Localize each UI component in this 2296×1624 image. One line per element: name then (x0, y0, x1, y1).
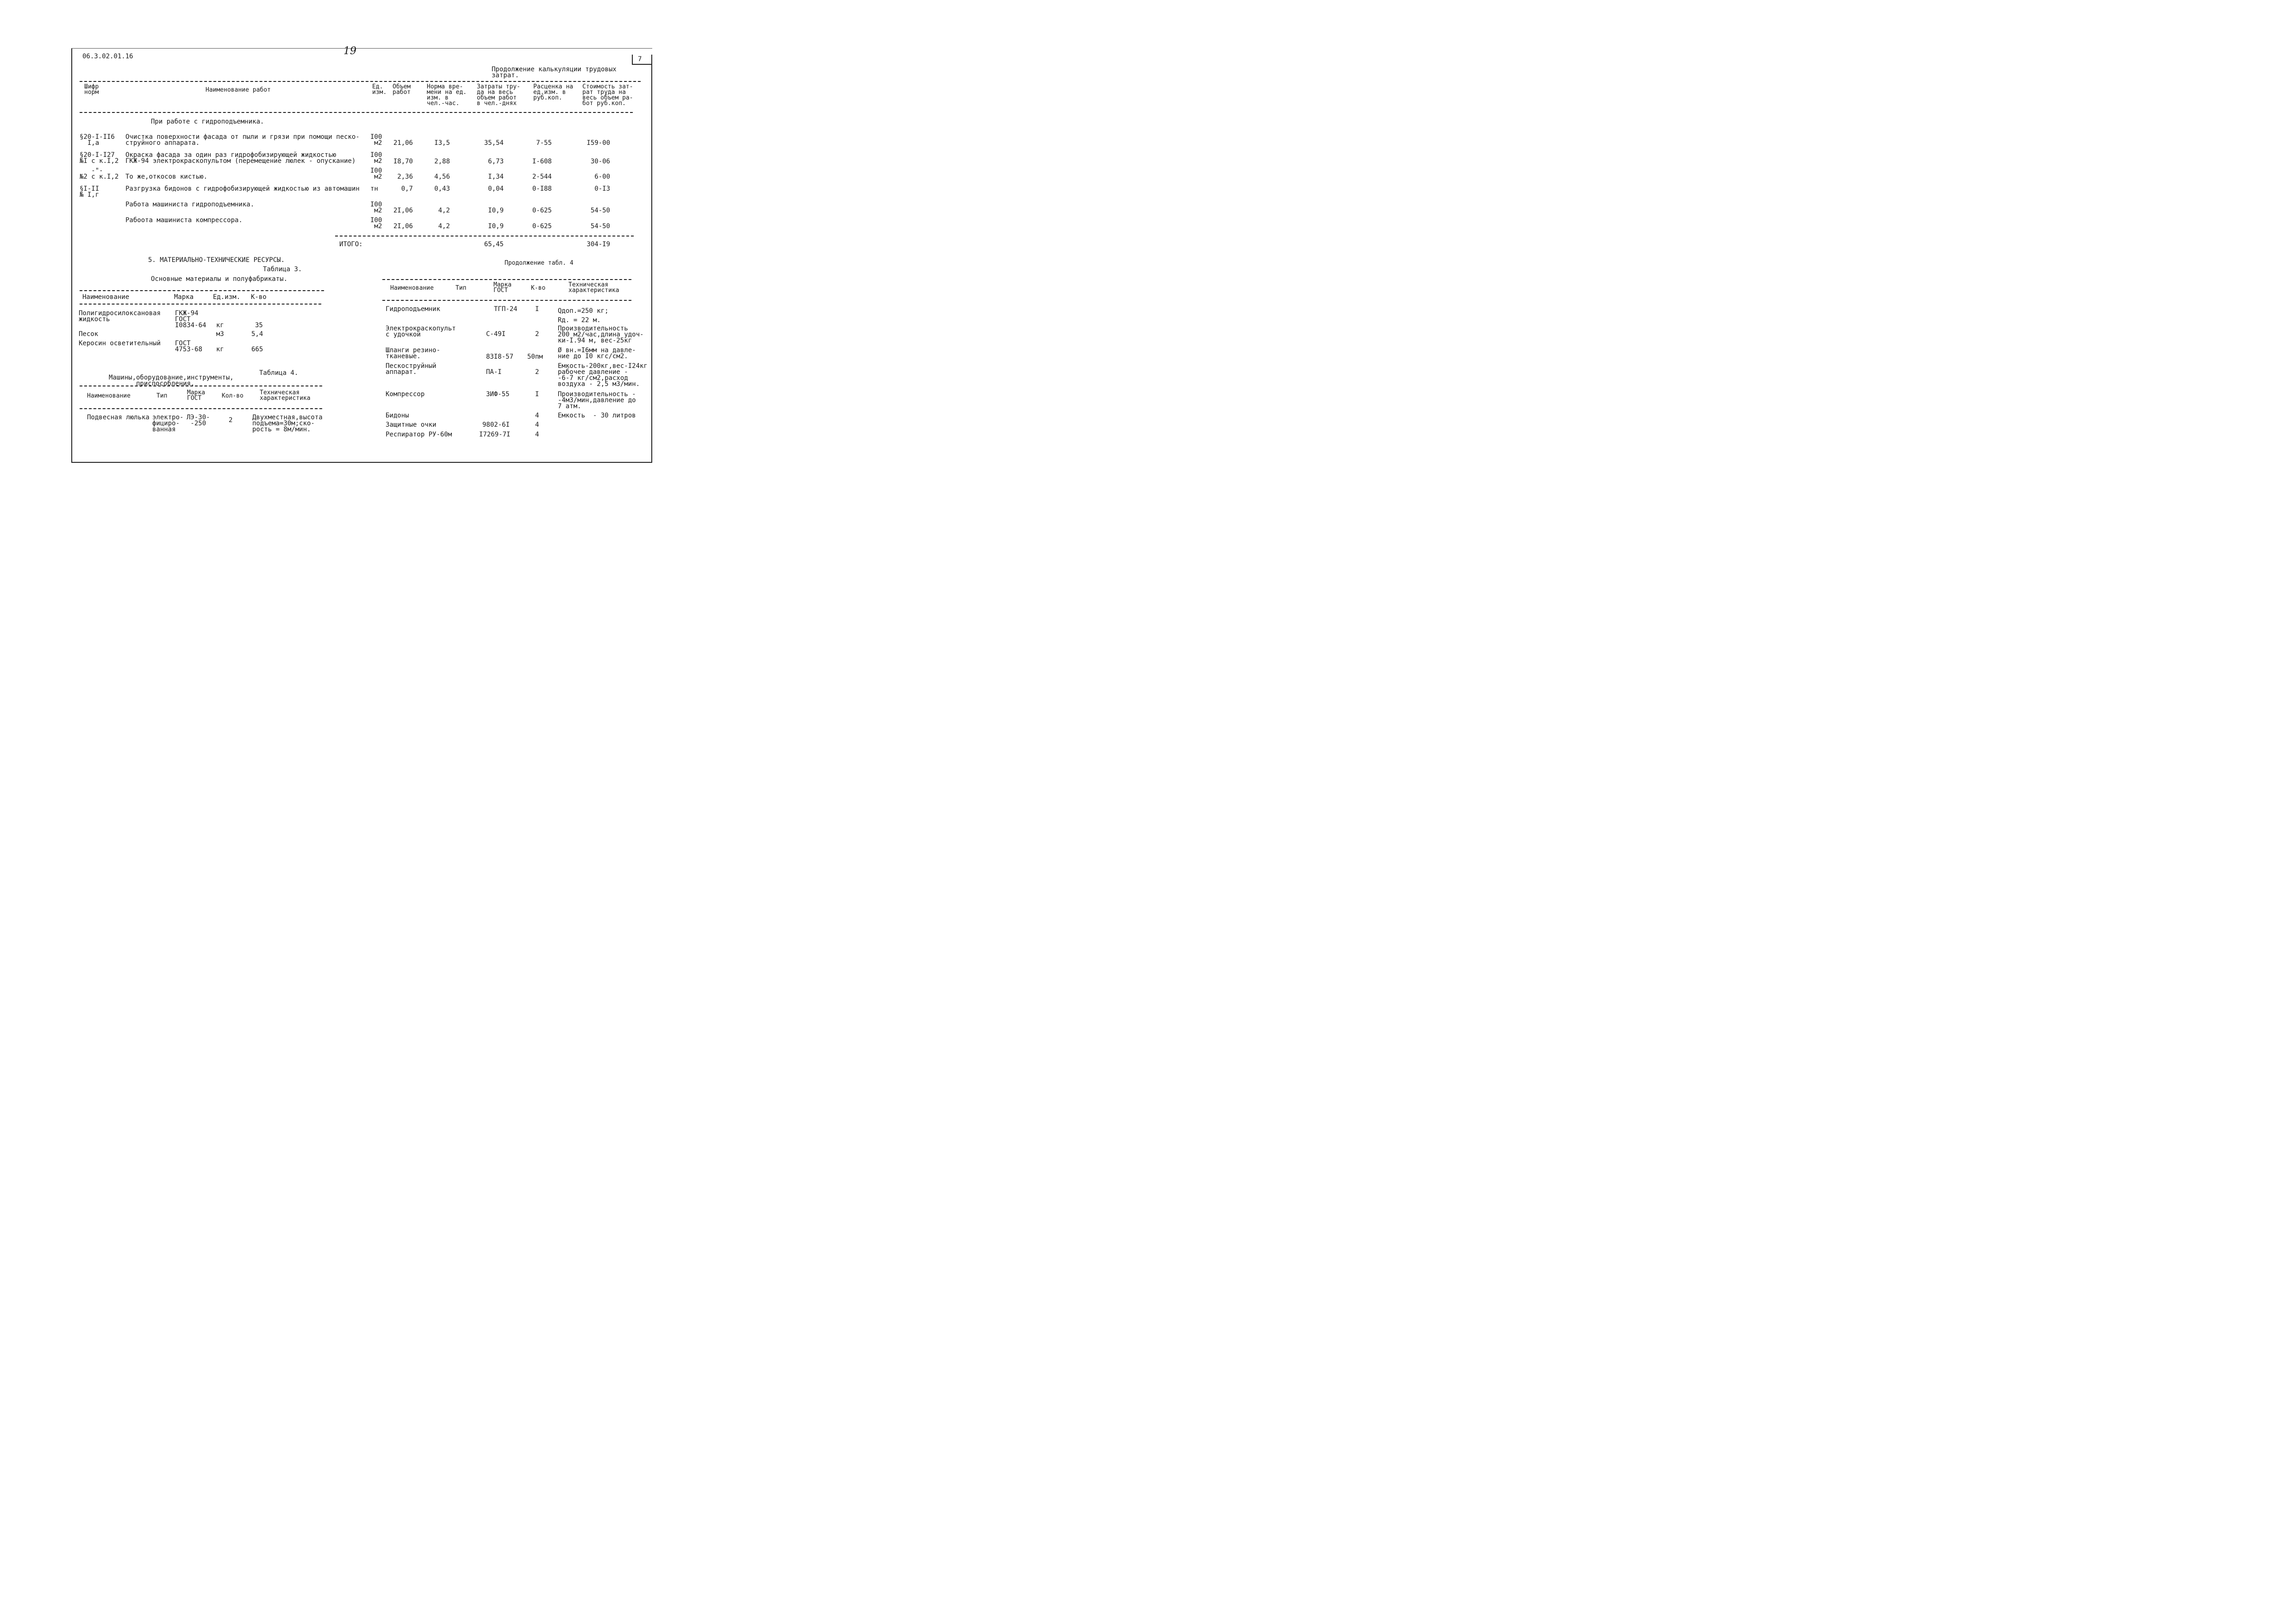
table4-cont-header-rule (382, 300, 631, 301)
calc-row-name: Работа машиниста гидроподъемника. (125, 201, 255, 208)
table3-row-name: Песок (79, 330, 99, 338)
table4-cont-row-mark: ЗИФ-55 (486, 391, 510, 398)
calc-row-norm: 2,88 (434, 158, 450, 165)
calc-row-unit: I00 м2 (370, 217, 382, 230)
table4-cont-row-name: Гидроподъемник (386, 305, 441, 313)
table4-cont-row-qty: 50пм (527, 353, 543, 361)
calc-row-cost: I59-00 (586, 139, 610, 147)
calc-section-title: При работе с гидроподъемника. (151, 118, 264, 125)
frame-left-border (71, 48, 72, 463)
table4-row-type: электро- фициро- ванная (152, 414, 184, 433)
table4-cont-row-qty: I (535, 305, 539, 313)
calc-row-unit: тн (370, 185, 378, 193)
calc-row-cost: 6-00 (594, 173, 610, 180)
table4-row-spec: Двухместная,высота подъема=30м;ско- рость = 8м/мин. (252, 414, 323, 433)
calc-header-labor: Затраты тру- да на весь объем работ в чел.-днях (477, 83, 520, 107)
document-page (0, 0, 722, 511)
calc-row-rate: 0-625 (532, 207, 552, 214)
calc-row-cost: 0-I3 (594, 185, 610, 193)
table4-cont-row-name: Пескоструйный аппарат. (386, 362, 437, 376)
calc-continuation-note: Продолжение калькуляции трудовых затрат. (492, 66, 617, 79)
table4-cont-row-name: Защитные очки (386, 421, 437, 429)
calc-row-cost: 30-06 (590, 158, 610, 165)
calc-row-unit: I00 м2 (370, 151, 382, 165)
handwritten-number: 19 (343, 45, 356, 57)
calc-total-cost: 304-I9 (586, 241, 610, 248)
table4-cont-row-spec: Qдоп.=250 кг; Rд. = 22 м. (558, 307, 609, 324)
table4-header-type: Тип (156, 392, 168, 399)
table3-row-qty: 665 (251, 346, 263, 353)
table4-cont-row-qty: 4 (535, 421, 539, 429)
calc-row-rate: 0-I88 (532, 185, 552, 193)
table3-row-qty: 35 (255, 322, 263, 329)
table4-cont-row-qty: 4 (535, 412, 539, 419)
calc-row-norm: 0,43 (434, 185, 450, 193)
table3-header-rule (80, 304, 321, 305)
frame-top-border (71, 48, 652, 49)
table4-cont-row-name: Шланги резино- тканевые. (386, 347, 441, 360)
table4-cont-row-mark: 83I8-57 (486, 353, 514, 361)
calc-header-rate: Расценка на ед.изм. в руб.коп. (533, 83, 574, 101)
table3-header-qty: К-во (251, 293, 267, 301)
table3-row-name: Керосин осветительный (79, 340, 161, 347)
calc-header-unit: Ед. изм. (372, 83, 387, 96)
table4-header-spec: Техническая характеристика (260, 389, 311, 402)
table3-top-rule (80, 290, 324, 291)
table4-cont-row-mark: ТГП-24 (494, 305, 518, 313)
table3-header-mark: Марка (174, 293, 194, 301)
calc-row-name: Разгрузка бидонов с гидрофобизирующей жидкостью из автомашин (125, 185, 360, 193)
table4-row-mark: ЛЭ-30- -250 (187, 414, 210, 427)
table4-cont-row-qty: 2 (535, 330, 539, 338)
table3-header-name: Наименование (82, 293, 130, 301)
table4-title: Машины,оборудование,инструменты, приспособления. (109, 374, 234, 387)
table4-cont-header-spec: Техническая характеристика (568, 281, 619, 294)
table4-cont-row-name: Бидоны (386, 412, 409, 419)
page-number: 7 (638, 56, 642, 63)
table4-cont-row-mark: I7269-7I (479, 431, 511, 438)
calc-row-code: §20-I-I27 №I с к.I,2 (80, 151, 119, 165)
calc-row-unit: I00 м2 (370, 167, 382, 180)
calc-row-cost: 54-50 (590, 223, 610, 230)
table4-cont-row-mark: 9802-6I (482, 421, 510, 429)
table4-cont-header-type: Тип (455, 285, 467, 292)
table4-header-qty: Кол-во (222, 392, 243, 399)
table4-cont-row-qty: I (535, 391, 539, 398)
calc-row-name: Рабоота машиниста компрессора. (125, 217, 243, 224)
calc-row-unit: I00 м2 (370, 133, 382, 147)
table4-row-name: Подвесная люлька (87, 414, 150, 421)
table4-cont-header-mark: Марка ГОСТ (493, 281, 512, 294)
calc-row-code: §I-II № I,г (80, 185, 100, 199)
calc-row-rate: 7-55 (536, 139, 552, 147)
calc-row-name: То же,откосов кистью. (125, 173, 208, 180)
calc-header-name: Наименование работ (206, 87, 271, 93)
calc-row-labor: 0,04 (488, 185, 504, 193)
table4-cont-row-spec: Производительность - -4м3/мин,давление до 7 атм. (558, 391, 636, 410)
calc-row-labor: 35,54 (484, 139, 504, 147)
page-number-box (632, 55, 652, 65)
table4-cont-row-name: Респиратор РУ-60м (386, 431, 452, 438)
table3-row-unit: м3 (216, 330, 224, 338)
table3-row-name: Полигидросилоксановая жидкость (79, 310, 161, 323)
table4-cont-row-mark: С-49I (486, 330, 506, 338)
calc-row-norm: 4,2 (438, 223, 450, 230)
calc-row-norm: I3,5 (434, 139, 450, 147)
calc-row-volume: 2I,06 (393, 207, 413, 214)
calc-row-volume: I8,70 (393, 158, 413, 165)
calc-row-volume: 0,7 (401, 185, 413, 193)
calc-row-norm: 4,2 (438, 207, 450, 214)
calc-row-volume: 21,06 (393, 139, 413, 147)
calc-total-labor: 65,45 (484, 241, 504, 248)
table4-cont-row-mark: ПА-I (486, 368, 502, 376)
calc-row-cost: 54-50 (590, 207, 610, 214)
table4-cont-header-qty: К-во (531, 285, 546, 292)
calc-row-rate: I-608 (532, 158, 552, 165)
table4-cont-row-name: Электрокраскопульт с удочкой (386, 325, 456, 338)
calc-header-volume: Объем работ (393, 83, 411, 96)
table4-cont-row-qty: 4 (535, 431, 539, 438)
table3-row-unit: кг (216, 322, 224, 329)
calc-row-name: Окраска фасада за один раз гидрофобизирующей жидкостью ГКЖ-94 электрокраскопультом (перемещение люлек - опускание) (125, 151, 356, 165)
calc-row-labor: I0,9 (488, 223, 504, 230)
table3-header-unit: Ед.изм. (213, 293, 241, 301)
calc-row-labor: 6,73 (488, 158, 504, 165)
table3-row-mark: ГКЖ-94 ГОСТ I0834-64 (175, 310, 206, 329)
calc-row-code: §20-I-II6 I,a (80, 133, 115, 147)
document-code: 06.3.02.01.16 (82, 53, 133, 60)
resources-section-title: 5. МАТЕРИАЛЬНО-ТЕХНИЧЕСКИЕ РЕСУРСЫ. (148, 256, 285, 264)
table3-row-qty: 5,4 (251, 330, 263, 338)
calc-row-labor: I0,9 (488, 207, 504, 214)
calc-header-bottom-rule (80, 112, 633, 113)
table4-cont-row-qty: 2 (535, 368, 539, 376)
calc-row-name: Очистка поверхности фасада от пыли и грязи при помощи песко- струйного аппарата. (125, 133, 360, 147)
calc-row-unit: I00 м2 (370, 201, 382, 214)
table4-row-qty: 2 (229, 417, 233, 424)
table4-header-rule (80, 408, 322, 409)
calc-row-labor: I,34 (488, 173, 504, 180)
table4-cont-row-name: Компрессор (386, 391, 425, 398)
table3-label: Таблица 3. (263, 266, 302, 273)
calc-header-cost: Стоимость зат- рат труда на весь объем ра- бот руб.коп. (582, 83, 633, 107)
table4-label: Таблица 4. (259, 369, 299, 377)
calc-header-code: Шифр норм (84, 83, 99, 96)
table4-cont-top-rule (382, 279, 631, 280)
frame-right-border (651, 55, 652, 463)
table4-header-name: Наименование (87, 392, 131, 399)
calc-total-label: ИТОГО: (339, 241, 363, 248)
table4-cont-header-name: Наименование (390, 285, 434, 292)
table3-title: Основные материалы и полуфабрикаты. (151, 275, 288, 283)
calc-row-rate: 0-625 (532, 223, 552, 230)
calc-row-volume: 2,36 (397, 173, 413, 180)
table4-cont-label: Продолжение табл. 4 (505, 260, 574, 267)
calc-row-code: -"- №2 с к.I,2 (80, 167, 119, 180)
table4-cont-row-spec: Производительность 200 м2/час,длина удоч- ки-I.94 м, вес-25кг (558, 325, 644, 344)
calc-header-top-rule (80, 81, 641, 82)
table4-header-mark: Марка ГОСТ (187, 389, 206, 402)
calc-row-rate: 2-544 (532, 173, 552, 180)
calc-row-volume: 2I,06 (393, 223, 413, 230)
table4-cont-row-spec: Ø вн.=I6мм на давле- ние до I0 кгс/см2. (558, 347, 636, 360)
table4-cont-row-spec: Емкость-200кг,вес-I24кг рабочее давление - -6-7 кг/см2,расход воздуха - 2,5 м3/мин. (558, 362, 648, 388)
frame-bottom-border (71, 462, 652, 463)
table3-row-unit: кг (216, 346, 224, 353)
table4-cont-row-spec: Емкость - 30 литров (558, 412, 636, 419)
table3-row-mark: ГОСТ 4753-68 (175, 340, 203, 353)
calc-header-norm: Норма вре- мени на ед. изм. в чел.-час. (427, 83, 467, 107)
calc-row-norm: 4,56 (434, 173, 450, 180)
